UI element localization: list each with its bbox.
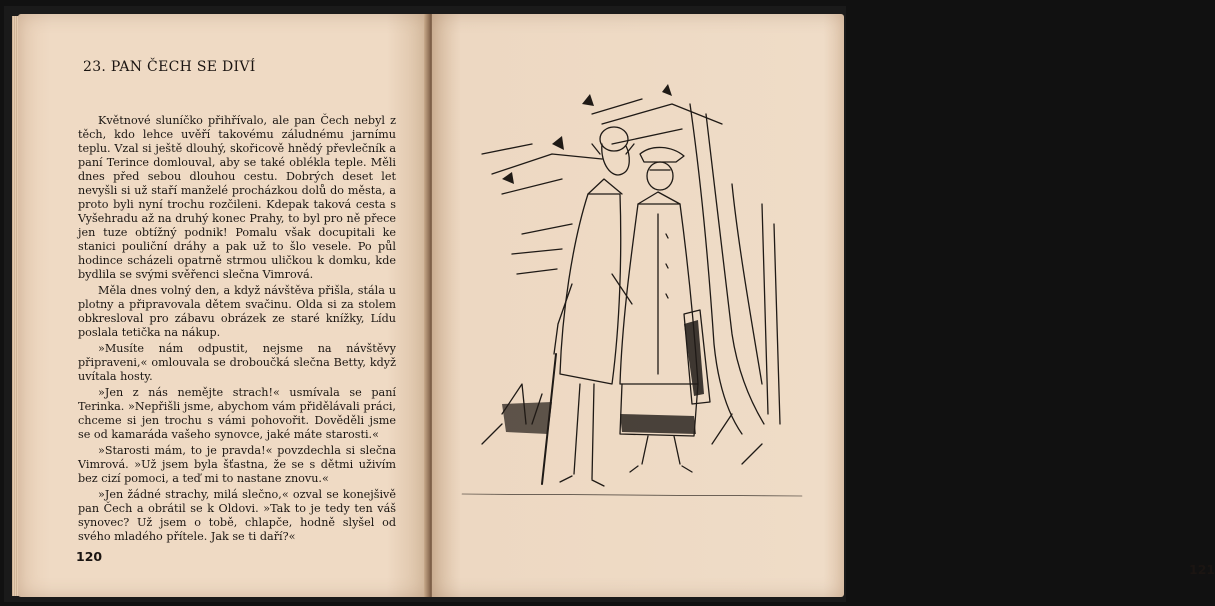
paragraph: Měla dnes volný den, a když návštěva přišla, stála u plotny a připravovala dětem svačinu. Olda si za stolem obkresloval pro zábavu obrázek ze staré knížky, Lídu poslala tetička na nákup. xyxy=(78,284,396,339)
paragraph: Květnové sluníčko přihřívalo, ale pan Čech nebyl z těch, kdo lehce uvěří takovému záludnému jarnímu teplu. Vzal si ještě dlouhý, skořicově hnědý převlečník a paní Terince domlouval, aby se také oblékla teple. Měli dnes před sebou dlouhou cestu. Dobrých deset let nevyšli si už staří manželé procházkou dolů do města, a proto byli nyní trochu rozčileni. Kdepak taková cesta s Vyšehradu až na druhý konec Prahy, to byl pro ně přece jen tuze obtížný podnik! Pomalu však docupitali ke stanici pouliční dráhy a pak už to šlo vesele. Po půl hodince scházeli opatrně strmou uličkou k domku, kde bydlila se svými svěřenci slečna Vimrová. xyxy=(78,114,396,281)
body-text xyxy=(78,114,396,546)
left-page xyxy=(18,14,428,597)
paragraph: »Jen z nás nemějte strach!« usmívala se paní Terinka. »Nepřišli jsme, abychom vám přidělávali práci, chceme si jen trochu s vámi pohovořit. Dověděli jsme se od kamaráda vašeho synovce, jaké máte starosti.« xyxy=(78,386,396,441)
page-number-left: 120 xyxy=(76,549,103,564)
old-couple-walking-illustration xyxy=(462,84,802,514)
open-book xyxy=(4,6,1215,602)
paragraph: »Jen žádné strachy, milá slečno,« ozval se konejšivě pan Čech a obrátil se k Oldovi. »Tak to je tedy ten váš synovec? Už jsem o tobě, chlapče, hodně slyšel od svého mladého přítele. Jak se ti daří?« xyxy=(78,488,396,543)
chapter-title: 23. PAN ČECH SE DIVÍ xyxy=(83,59,256,75)
page-number-right: 121 xyxy=(1189,562,1215,577)
paragraph: »Starosti mám, to je pravda!« povzdechla si slečna Vimrová. »Už jsem byla šťastna, že se s dětmi uživím bez cizí pomoci, a teď mi to nastane znovu.« xyxy=(78,444,396,485)
paragraph: »Musíte nám odpustit, nejsme na návštěvy připraveni,« omlouvala se droboučká slečna Betty, když uvítala hosty. xyxy=(78,342,396,383)
